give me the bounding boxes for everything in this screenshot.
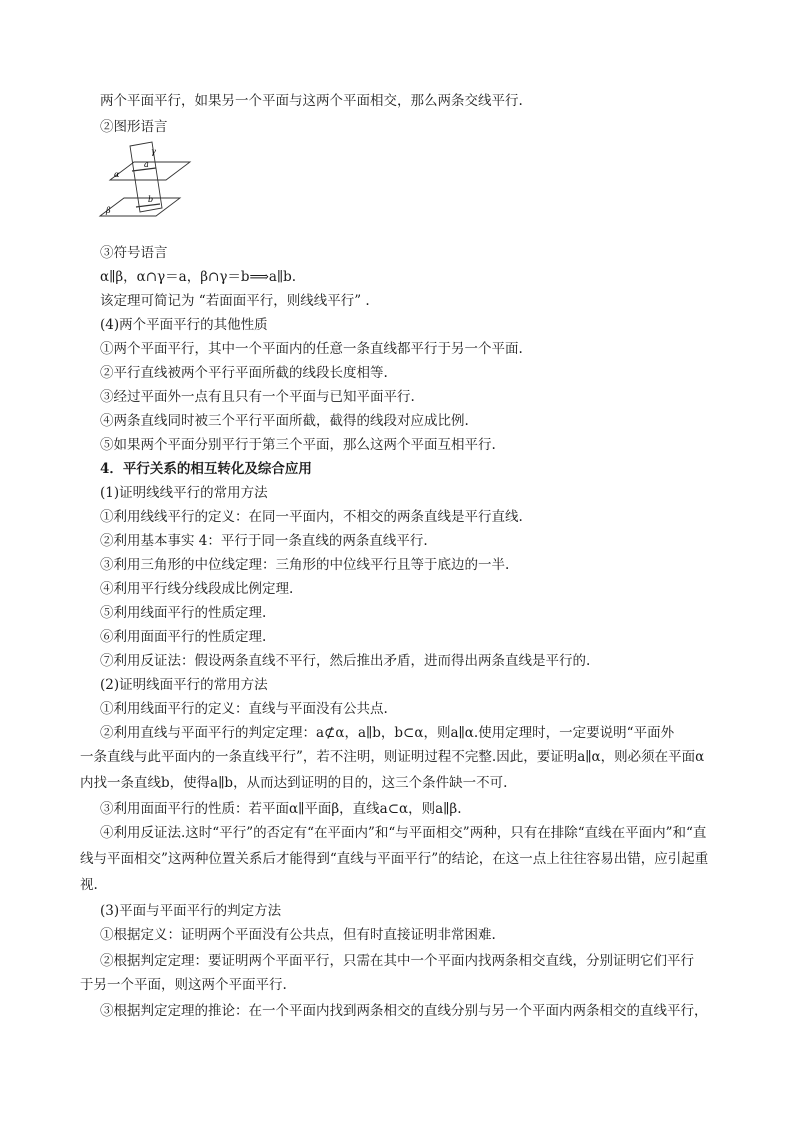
text-line-l31: ①根据定义：证明两个平面没有公共点，但有时直接证明非常困难.	[100, 927, 496, 943]
text-line-l28: 线与平面相交”这两种位置关系后才能得到“直线与平面平行”的结论，在这一点上往往容易出错，应引起重	[80, 851, 709, 867]
label-beta: β	[106, 206, 111, 215]
label-b: b	[148, 195, 154, 204]
text-line-l06: (4)两个平面平行的其他性质	[100, 317, 268, 333]
text-line-l04: α∥β，α∩γ＝a，β∩γ＝b⟹a∥b.	[100, 269, 297, 285]
text-line-l09: ③经过平面外一点有且只有一个平面与已知平面平行.	[100, 389, 415, 405]
text-line-l24: 一条直线与此平面内的一条直线平行”，若不注明，则证明过程不完整.因此，要证明a∥α，则必须在平面α	[80, 749, 705, 765]
text-line-l17: ④利用平行线分线段成比例定理.	[100, 581, 294, 597]
text-line-l07: ①两个平面平行，其中一个平面内的任意一条直线都平行于另一个平面.	[100, 341, 523, 357]
parallel-planes-figure-icon	[96, 140, 192, 224]
text-line-l16: ③利用三角形的中位线定理：三角形的中位线平行且等于底边的一半.	[100, 557, 510, 573]
text-line-l34: ③根据判定定理的推论：在一个平面内找到两条相交的直线分别与另一个平面内两条相交的直线平行，	[100, 1003, 708, 1019]
text-line-l15: ②利用基本事实 4：平行于同一条直线的两条直线平行.	[100, 533, 428, 549]
text-line-l19: ⑥利用面面平行的性质定理.	[100, 629, 267, 645]
text-line-l30: (3)平面与平面平行的判定方法	[100, 903, 282, 919]
text-line-l21: (2)证明线面平行的常用方法	[100, 677, 268, 693]
text-line-l20: ⑦利用反证法：假设两条直线不平行，然后推出矛盾，进而得出两条直线是平行的.	[100, 653, 591, 669]
label-a: a	[144, 160, 149, 169]
text-line-l27: ④利用反证法.这时“平行”的否定有“在平面内”和“与平面相交”两种，只有在排除“直线在平面内”和“直	[100, 825, 707, 841]
text-line-l08: ②平行直线被两个平行平面所截的线段长度相等.	[100, 365, 388, 381]
text-line-l33: 于另一个平面，则这两个平面平行.	[80, 977, 287, 993]
plane-gamma	[130, 142, 162, 212]
text-line-l13: (1)证明线线平行的常用方法	[100, 485, 268, 501]
text-line-l05: 该定理可简记为 “若面面平行，则线线平行” .	[100, 293, 370, 309]
line-b	[136, 204, 160, 207]
text-line-l23: ②利用直线与平面平行的判定定理：a⊄α，a∥b，b⊂α，则a∥α.使用定理时，一定要说明“平面外	[100, 725, 675, 741]
text-line-l18: ⑤利用线面平行的性质定理.	[100, 605, 267, 621]
text-line-l03: ③符号语言	[100, 245, 168, 261]
text-line-l26: ③利用面面平行的性质：若平面α∥平面β，直线a⊂α，则a∥β.	[100, 801, 462, 817]
text-line-l25: 内找一条直线b，使得a∥b，从而达到证明的目的，这三个条件缺一不可.	[80, 775, 508, 791]
text-line-l02: ②图形语言	[100, 119, 168, 135]
label-gamma: γ	[151, 147, 156, 156]
text-line-l14: ①利用线线平行的定义：在同一平面内，不相交的两条直线是平行直线.	[100, 509, 523, 525]
text-line-l22: ①利用线面平行的定义：直线与平面没有公共点.	[100, 701, 388, 717]
text-line-l29: 视.	[80, 877, 98, 893]
text-line-l12: 4．平行关系的相互转化及综合应用	[100, 461, 312, 477]
text-line-l10: ④两条直线同时被三个平行平面所截，截得的线段对应成比例.	[100, 413, 469, 429]
plane-alpha	[110, 162, 190, 180]
text-line-l32: ②根据判定定理：要证明两个平面平行，只需在其中一个平面内找两条相交直线，分别证明它们平行	[100, 953, 694, 969]
text-line-l11: ⑤如果两个平面分别平行于第三个平面，那么这两个平面互相平行.	[100, 437, 496, 453]
label-alpha: α	[114, 170, 120, 179]
text-line-l01: 两个平面平行，如果另一个平面与这两个平面相交，那么两条交线平行.	[100, 93, 523, 109]
